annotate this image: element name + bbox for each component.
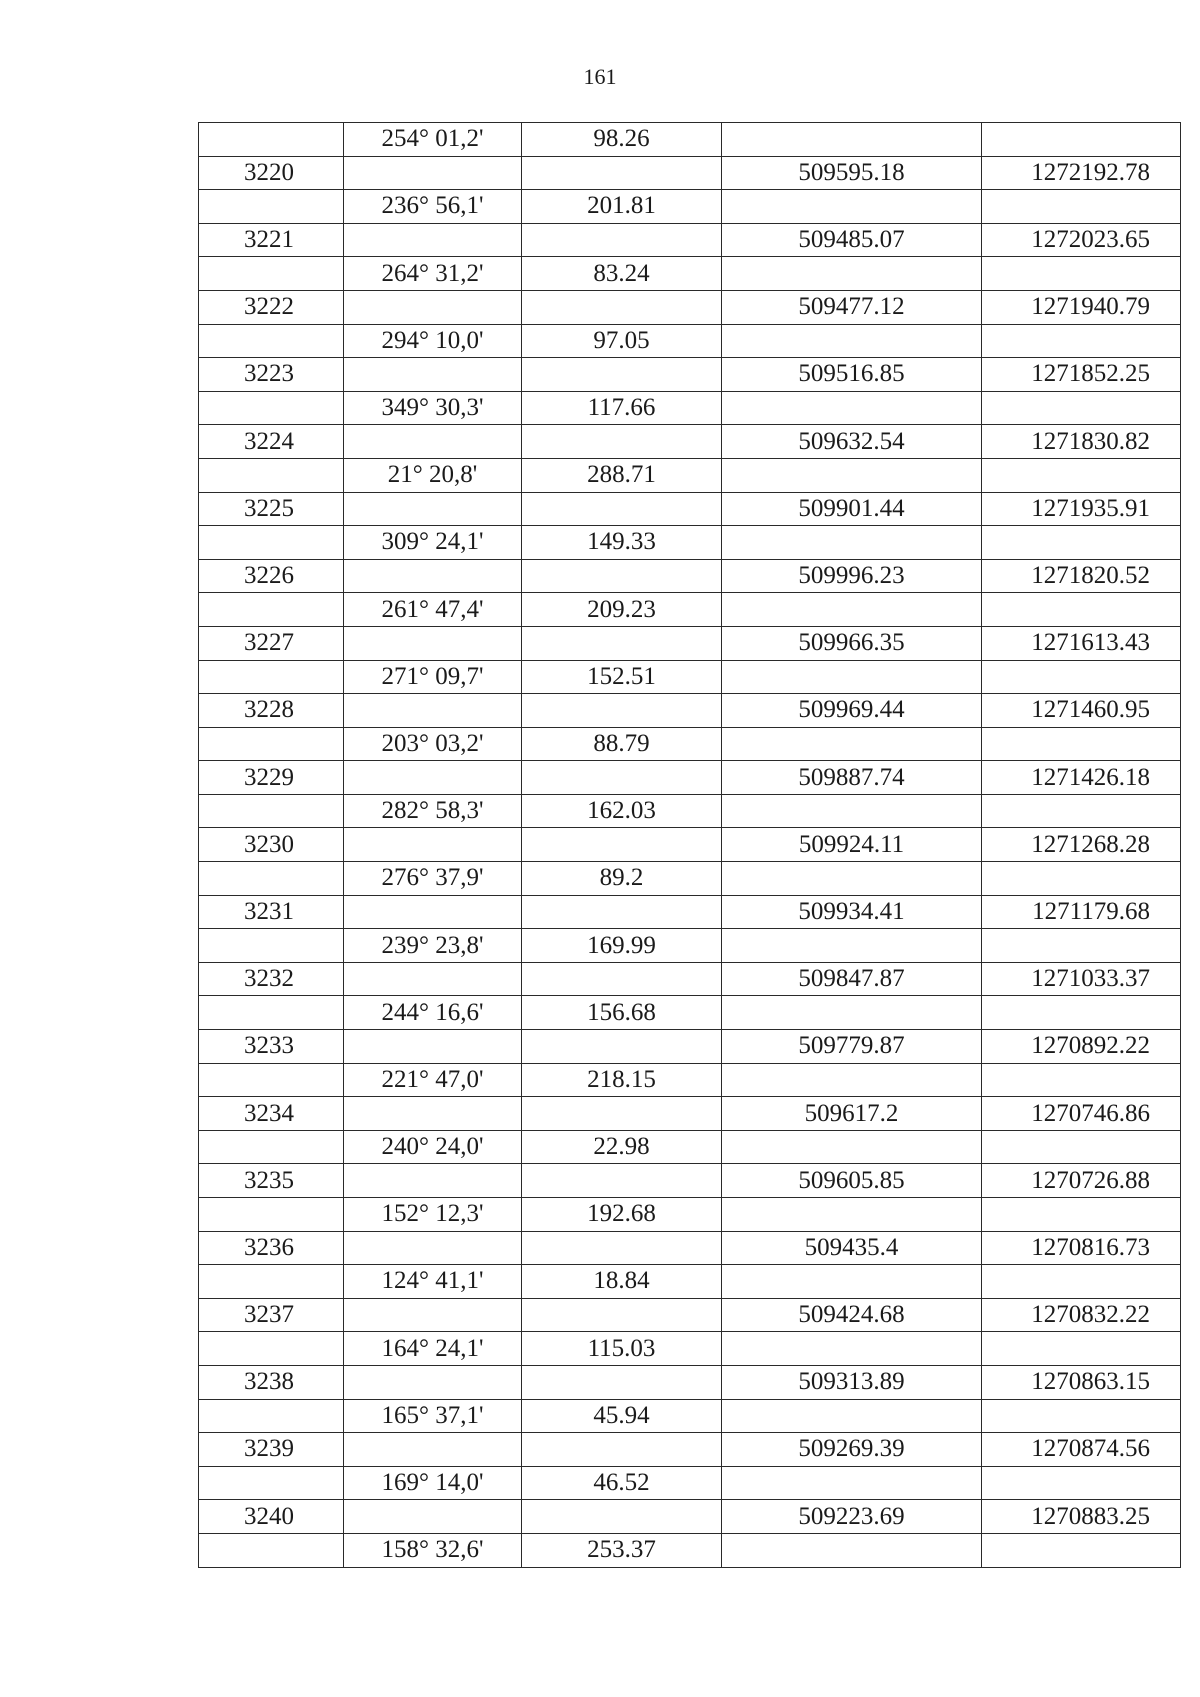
bearing-cell bbox=[344, 1030, 522, 1064]
table-row bbox=[199, 492, 1181, 526]
table-row bbox=[199, 1298, 1181, 1332]
distance-cell bbox=[522, 559, 722, 593]
point-number-cell bbox=[199, 458, 344, 492]
distance-cell bbox=[522, 358, 722, 392]
table-row bbox=[199, 895, 1181, 929]
point-number-cell: 3221 bbox=[199, 223, 344, 257]
table-row bbox=[199, 358, 1181, 392]
bearing-cell bbox=[344, 1500, 522, 1534]
distance-cell bbox=[522, 1500, 722, 1534]
y-coordinate-cell bbox=[982, 1399, 1181, 1433]
y-coordinate-cell bbox=[982, 190, 1181, 224]
bearing-cell: 239° 23,8' bbox=[344, 929, 522, 963]
point-number-cell: 3224 bbox=[199, 425, 344, 459]
distance-cell: 169.99 bbox=[522, 929, 722, 963]
distance-cell: 156.68 bbox=[522, 996, 722, 1030]
y-coordinate-cell: 1270726.88 bbox=[982, 1164, 1181, 1198]
point-number-cell: 3238 bbox=[199, 1365, 344, 1399]
bearing-cell: 165° 37,1' bbox=[344, 1399, 522, 1433]
distance-cell: 18.84 bbox=[522, 1265, 722, 1299]
x-coordinate-cell bbox=[722, 458, 982, 492]
bearing-cell: 21° 20,8' bbox=[344, 458, 522, 492]
y-coordinate-cell: 1271179.68 bbox=[982, 895, 1181, 929]
y-coordinate-cell bbox=[982, 324, 1181, 358]
y-coordinate-cell: 1271935.91 bbox=[982, 492, 1181, 526]
x-coordinate-cell bbox=[722, 1399, 982, 1433]
bearing-cell: 203° 03,2' bbox=[344, 727, 522, 761]
y-coordinate-cell: 1270816.73 bbox=[982, 1231, 1181, 1265]
y-coordinate-cell: 1270832.22 bbox=[982, 1298, 1181, 1332]
point-number-cell: 3229 bbox=[199, 761, 344, 795]
y-coordinate-cell bbox=[982, 458, 1181, 492]
point-number-cell bbox=[199, 794, 344, 828]
table-row bbox=[199, 593, 1181, 627]
distance-cell bbox=[522, 290, 722, 324]
x-coordinate-cell bbox=[722, 324, 982, 358]
x-coordinate-cell: 509424.68 bbox=[722, 1298, 982, 1332]
table-row bbox=[199, 1265, 1181, 1299]
y-coordinate-cell bbox=[982, 526, 1181, 560]
point-number-cell bbox=[199, 1130, 344, 1164]
x-coordinate-cell: 509901.44 bbox=[722, 492, 982, 526]
x-coordinate-cell: 509313.89 bbox=[722, 1365, 982, 1399]
distance-cell: 45.94 bbox=[522, 1399, 722, 1433]
distance-cell bbox=[522, 156, 722, 190]
y-coordinate-cell bbox=[982, 996, 1181, 1030]
distance-cell: 88.79 bbox=[522, 727, 722, 761]
bearing-cell bbox=[344, 1097, 522, 1131]
point-number-cell: 3226 bbox=[199, 559, 344, 593]
point-number-cell: 3239 bbox=[199, 1433, 344, 1467]
x-coordinate-cell: 509435.4 bbox=[722, 1231, 982, 1265]
x-coordinate-cell bbox=[722, 862, 982, 896]
y-coordinate-cell: 1272023.65 bbox=[982, 223, 1181, 257]
distance-cell bbox=[522, 895, 722, 929]
table-row bbox=[199, 660, 1181, 694]
table-row bbox=[199, 1433, 1181, 1467]
table-row bbox=[199, 223, 1181, 257]
x-coordinate-cell bbox=[722, 257, 982, 291]
y-coordinate-cell bbox=[982, 1265, 1181, 1299]
x-coordinate-cell: 509924.11 bbox=[722, 828, 982, 862]
bearing-cell bbox=[344, 1298, 522, 1332]
x-coordinate-cell: 509969.44 bbox=[722, 694, 982, 728]
bearing-cell: 261° 47,4' bbox=[344, 593, 522, 627]
distance-cell bbox=[522, 425, 722, 459]
point-number-cell: 3236 bbox=[199, 1231, 344, 1265]
point-number-cell bbox=[199, 862, 344, 896]
x-coordinate-cell: 509934.41 bbox=[722, 895, 982, 929]
distance-cell: 162.03 bbox=[522, 794, 722, 828]
point-number-cell bbox=[199, 1466, 344, 1500]
y-coordinate-cell: 1272192.78 bbox=[982, 156, 1181, 190]
x-coordinate-cell: 509605.85 bbox=[722, 1164, 982, 1198]
table-row bbox=[199, 391, 1181, 425]
y-coordinate-cell: 1271852.25 bbox=[982, 358, 1181, 392]
table-row bbox=[199, 559, 1181, 593]
x-coordinate-cell bbox=[722, 1063, 982, 1097]
bearing-cell bbox=[344, 358, 522, 392]
distance-cell bbox=[522, 1231, 722, 1265]
bearing-cell bbox=[344, 1433, 522, 1467]
point-number-cell: 3220 bbox=[199, 156, 344, 190]
distance-cell bbox=[522, 1298, 722, 1332]
point-number-cell bbox=[199, 1198, 344, 1232]
y-coordinate-cell bbox=[982, 1198, 1181, 1232]
x-coordinate-cell bbox=[722, 996, 982, 1030]
bearing-cell bbox=[344, 694, 522, 728]
x-coordinate-cell bbox=[722, 1466, 982, 1500]
y-coordinate-cell: 1270892.22 bbox=[982, 1030, 1181, 1064]
point-number-cell bbox=[199, 391, 344, 425]
point-number-cell bbox=[199, 660, 344, 694]
distance-cell: 218.15 bbox=[522, 1063, 722, 1097]
point-number-cell bbox=[199, 1265, 344, 1299]
y-coordinate-cell: 1271268.28 bbox=[982, 828, 1181, 862]
x-coordinate-cell: 509485.07 bbox=[722, 223, 982, 257]
x-coordinate-cell: 509516.85 bbox=[722, 358, 982, 392]
x-coordinate-cell bbox=[722, 391, 982, 425]
y-coordinate-cell: 1271820.52 bbox=[982, 559, 1181, 593]
distance-cell: 115.03 bbox=[522, 1332, 722, 1366]
point-number-cell bbox=[199, 123, 344, 157]
point-number-cell: 3233 bbox=[199, 1030, 344, 1064]
bearing-cell: 349° 30,3' bbox=[344, 391, 522, 425]
y-coordinate-cell bbox=[982, 123, 1181, 157]
x-coordinate-cell bbox=[722, 1265, 982, 1299]
bearing-cell: 276° 37,9' bbox=[344, 862, 522, 896]
table-row bbox=[199, 694, 1181, 728]
y-coordinate-cell bbox=[982, 593, 1181, 627]
point-number-cell: 3240 bbox=[199, 1500, 344, 1534]
table-row bbox=[199, 1500, 1181, 1534]
point-number-cell: 3232 bbox=[199, 962, 344, 996]
bearing-cell bbox=[344, 425, 522, 459]
y-coordinate-cell bbox=[982, 1332, 1181, 1366]
x-coordinate-cell bbox=[722, 1332, 982, 1366]
point-number-cell: 3222 bbox=[199, 290, 344, 324]
x-coordinate-cell bbox=[722, 526, 982, 560]
table-row bbox=[199, 1097, 1181, 1131]
table-row bbox=[199, 458, 1181, 492]
y-coordinate-cell: 1271460.95 bbox=[982, 694, 1181, 728]
distance-cell: 22.98 bbox=[522, 1130, 722, 1164]
x-coordinate-cell bbox=[722, 1130, 982, 1164]
bearing-cell: 169° 14,0' bbox=[344, 1466, 522, 1500]
bearing-cell: 254° 01,2' bbox=[344, 123, 522, 157]
y-coordinate-cell: 1271033.37 bbox=[982, 962, 1181, 996]
x-coordinate-cell: 509632.54 bbox=[722, 425, 982, 459]
distance-cell bbox=[522, 223, 722, 257]
distance-cell: 149.33 bbox=[522, 526, 722, 560]
distance-cell: 288.71 bbox=[522, 458, 722, 492]
table-row bbox=[199, 324, 1181, 358]
bearing-cell bbox=[344, 223, 522, 257]
table-row bbox=[199, 156, 1181, 190]
table-row bbox=[199, 1030, 1181, 1064]
y-coordinate-cell bbox=[982, 929, 1181, 963]
y-coordinate-cell: 1271613.43 bbox=[982, 626, 1181, 660]
distance-cell bbox=[522, 962, 722, 996]
x-coordinate-cell: 509996.23 bbox=[722, 559, 982, 593]
distance-cell bbox=[522, 492, 722, 526]
x-coordinate-cell bbox=[722, 1533, 982, 1567]
distance-cell: 97.05 bbox=[522, 324, 722, 358]
point-number-cell bbox=[199, 324, 344, 358]
table-row bbox=[199, 290, 1181, 324]
y-coordinate-cell bbox=[982, 1130, 1181, 1164]
bearing-cell bbox=[344, 828, 522, 862]
distance-cell: 83.24 bbox=[522, 257, 722, 291]
table-row bbox=[199, 1130, 1181, 1164]
y-coordinate-cell: 1271940.79 bbox=[982, 290, 1181, 324]
distance-cell bbox=[522, 761, 722, 795]
bearing-cell bbox=[344, 1365, 522, 1399]
y-coordinate-cell bbox=[982, 1466, 1181, 1500]
bearing-cell: 282° 58,3' bbox=[344, 794, 522, 828]
point-number-cell bbox=[199, 727, 344, 761]
distance-cell: 117.66 bbox=[522, 391, 722, 425]
y-coordinate-cell bbox=[982, 257, 1181, 291]
table-row bbox=[199, 190, 1181, 224]
distance-cell: 152.51 bbox=[522, 660, 722, 694]
x-coordinate-cell: 509887.74 bbox=[722, 761, 982, 795]
table-row bbox=[199, 1231, 1181, 1265]
table-row bbox=[199, 123, 1181, 157]
y-coordinate-cell bbox=[982, 1533, 1181, 1567]
x-coordinate-cell: 509779.87 bbox=[722, 1030, 982, 1064]
bearing-cell: 271° 09,7' bbox=[344, 660, 522, 694]
table-row bbox=[199, 862, 1181, 896]
x-coordinate-cell: 509223.69 bbox=[722, 1500, 982, 1534]
table-row bbox=[199, 1466, 1181, 1500]
table-row bbox=[199, 929, 1181, 963]
point-number-cell: 3237 bbox=[199, 1298, 344, 1332]
table-row bbox=[199, 996, 1181, 1030]
x-coordinate-cell bbox=[722, 660, 982, 694]
x-coordinate-cell: 509617.2 bbox=[722, 1097, 982, 1131]
bearing-cell: 236° 56,1' bbox=[344, 190, 522, 224]
point-number-cell: 3223 bbox=[199, 358, 344, 392]
bearing-cell: 221° 47,0' bbox=[344, 1063, 522, 1097]
point-number-cell: 3225 bbox=[199, 492, 344, 526]
y-coordinate-cell bbox=[982, 862, 1181, 896]
bearing-cell: 294° 10,0' bbox=[344, 324, 522, 358]
x-coordinate-cell bbox=[722, 1198, 982, 1232]
bearing-cell bbox=[344, 962, 522, 996]
point-number-cell bbox=[199, 593, 344, 627]
x-coordinate-cell: 509847.87 bbox=[722, 962, 982, 996]
distance-cell bbox=[522, 626, 722, 660]
bearing-cell bbox=[344, 626, 522, 660]
distance-cell bbox=[522, 1030, 722, 1064]
distance-cell: 98.26 bbox=[522, 123, 722, 157]
coordinates-table bbox=[198, 122, 1181, 1568]
table-row bbox=[199, 425, 1181, 459]
bearing-cell bbox=[344, 492, 522, 526]
y-coordinate-cell: 1270883.25 bbox=[982, 1500, 1181, 1534]
table-row bbox=[199, 1399, 1181, 1433]
bearing-cell bbox=[344, 290, 522, 324]
bearing-cell: 152° 12,3' bbox=[344, 1198, 522, 1232]
y-coordinate-cell: 1271426.18 bbox=[982, 761, 1181, 795]
y-coordinate-cell: 1270863.15 bbox=[982, 1365, 1181, 1399]
bearing-cell: 240° 24,0' bbox=[344, 1130, 522, 1164]
table-row bbox=[199, 1533, 1181, 1567]
bearing-cell bbox=[344, 895, 522, 929]
x-coordinate-cell: 509269.39 bbox=[722, 1433, 982, 1467]
x-coordinate-cell bbox=[722, 794, 982, 828]
table-row bbox=[199, 794, 1181, 828]
distance-cell bbox=[522, 694, 722, 728]
point-number-cell: 3227 bbox=[199, 626, 344, 660]
y-coordinate-cell: 1270874.56 bbox=[982, 1433, 1181, 1467]
bearing-cell bbox=[344, 1231, 522, 1265]
table-row bbox=[199, 962, 1181, 996]
page-number: 161 bbox=[583, 64, 617, 89]
distance-cell bbox=[522, 1164, 722, 1198]
y-coordinate-cell bbox=[982, 1063, 1181, 1097]
distance-cell: 89.2 bbox=[522, 862, 722, 896]
point-number-cell bbox=[199, 257, 344, 291]
y-coordinate-cell bbox=[982, 794, 1181, 828]
x-coordinate-cell bbox=[722, 727, 982, 761]
point-number-cell bbox=[199, 1399, 344, 1433]
bearing-cell bbox=[344, 156, 522, 190]
table-row bbox=[199, 257, 1181, 291]
x-coordinate-cell: 509595.18 bbox=[722, 156, 982, 190]
bearing-cell bbox=[344, 761, 522, 795]
point-number-cell bbox=[199, 1332, 344, 1366]
point-number-cell bbox=[199, 929, 344, 963]
table-row bbox=[199, 626, 1181, 660]
point-number-cell: 3228 bbox=[199, 694, 344, 728]
distance-cell: 209.23 bbox=[522, 593, 722, 627]
table-row bbox=[199, 1332, 1181, 1366]
point-number-cell: 3235 bbox=[199, 1164, 344, 1198]
point-number-cell bbox=[199, 1533, 344, 1567]
x-coordinate-cell: 509966.35 bbox=[722, 626, 982, 660]
point-number-cell bbox=[199, 190, 344, 224]
point-number-cell: 3234 bbox=[199, 1097, 344, 1131]
table-row bbox=[199, 526, 1181, 560]
table-row bbox=[199, 828, 1181, 862]
table-row bbox=[199, 761, 1181, 795]
y-coordinate-cell bbox=[982, 391, 1181, 425]
bearing-cell: 164° 24,1' bbox=[344, 1332, 522, 1366]
x-coordinate-cell bbox=[722, 593, 982, 627]
bearing-cell: 264° 31,2' bbox=[344, 257, 522, 291]
distance-cell: 201.81 bbox=[522, 190, 722, 224]
bearing-cell: 244° 16,6' bbox=[344, 996, 522, 1030]
bearing-cell bbox=[344, 1164, 522, 1198]
x-coordinate-cell bbox=[722, 190, 982, 224]
x-coordinate-cell bbox=[722, 929, 982, 963]
distance-cell: 192.68 bbox=[522, 1198, 722, 1232]
bearing-cell: 124° 41,1' bbox=[344, 1265, 522, 1299]
table-row bbox=[199, 727, 1181, 761]
distance-cell bbox=[522, 828, 722, 862]
bearing-cell bbox=[344, 559, 522, 593]
x-coordinate-cell bbox=[722, 123, 982, 157]
bearing-cell: 309° 24,1' bbox=[344, 526, 522, 560]
y-coordinate-cell: 1271830.82 bbox=[982, 425, 1181, 459]
point-number-cell: 3231 bbox=[199, 895, 344, 929]
distance-cell bbox=[522, 1365, 722, 1399]
point-number-cell bbox=[199, 526, 344, 560]
point-number-cell: 3230 bbox=[199, 828, 344, 862]
table-row bbox=[199, 1063, 1181, 1097]
table-row bbox=[199, 1198, 1181, 1232]
distance-cell bbox=[522, 1433, 722, 1467]
table-row bbox=[199, 1164, 1181, 1198]
distance-cell bbox=[522, 1097, 722, 1131]
y-coordinate-cell bbox=[982, 660, 1181, 694]
point-number-cell bbox=[199, 1063, 344, 1097]
distance-cell: 253.37 bbox=[522, 1533, 722, 1567]
x-coordinate-cell: 509477.12 bbox=[722, 290, 982, 324]
y-coordinate-cell bbox=[982, 727, 1181, 761]
table-row bbox=[199, 1365, 1181, 1399]
bearing-cell: 158° 32,6' bbox=[344, 1533, 522, 1567]
distance-cell: 46.52 bbox=[522, 1466, 722, 1500]
y-coordinate-cell: 1270746.86 bbox=[982, 1097, 1181, 1131]
point-number-cell bbox=[199, 996, 344, 1030]
coordinates-table-body bbox=[199, 123, 1181, 1568]
